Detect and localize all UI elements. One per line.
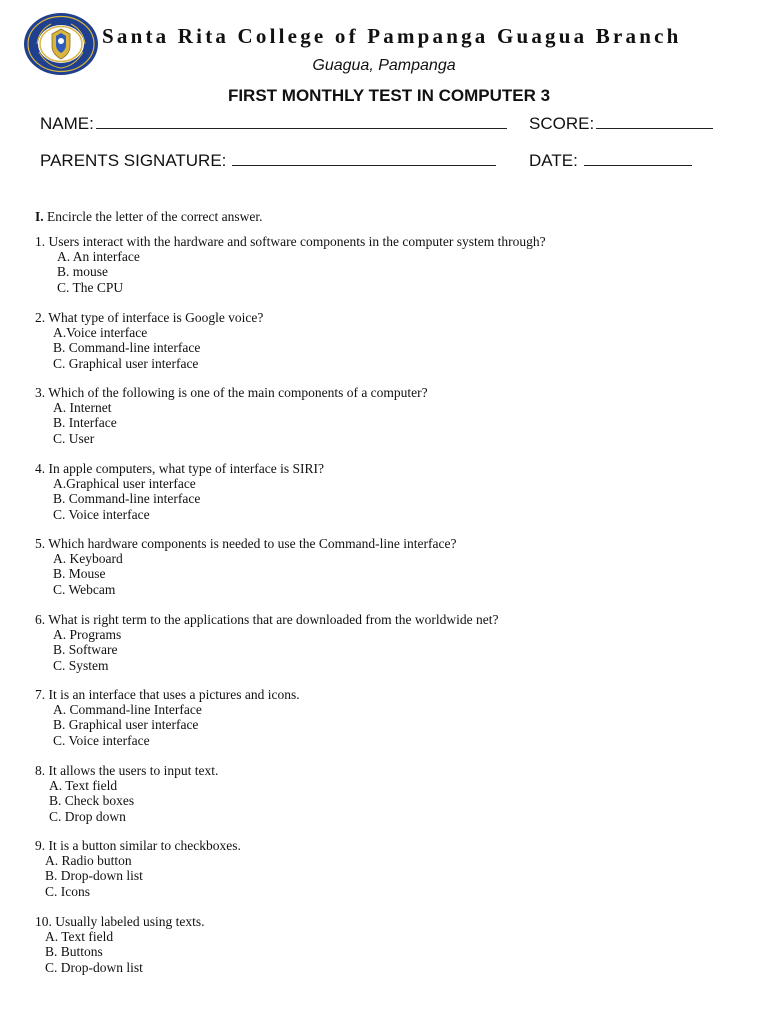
choice-b[interactable]: B. Check boxes xyxy=(49,793,135,809)
question-8 xyxy=(35,763,218,824)
choice-a[interactable]: A. An interface xyxy=(57,249,140,265)
question-9 xyxy=(35,838,241,899)
school-location: Guagua, Pampanga xyxy=(312,57,456,74)
question-text: 3. Which of the following is one of the main components of a computer? xyxy=(35,385,428,400)
question-7 xyxy=(35,687,300,748)
school-name: Santa Rita College of Pampanga Guagua Branch xyxy=(102,24,682,48)
choice-b[interactable]: B. Command-line interface xyxy=(53,491,201,507)
choice-b[interactable]: B. Interface xyxy=(53,415,117,431)
choice-b[interactable]: B. mouse xyxy=(57,264,109,280)
test-title: FIRST MONTHLY TEST IN COMPUTER 3 xyxy=(227,86,551,105)
choice-b[interactable]: B. Drop-down list xyxy=(45,868,143,884)
choice-b[interactable]: B. Buttons xyxy=(45,944,103,960)
section-number: I. xyxy=(35,209,44,224)
question-6 xyxy=(35,612,499,673)
choice-c[interactable]: C. User xyxy=(53,430,95,446)
score-field[interactable] xyxy=(529,114,713,134)
question-text: 1. Users interact with the hardware and software components in the computer system through? xyxy=(35,234,546,249)
choice-c[interactable]: C. Drop-down list xyxy=(45,959,143,975)
choice-b[interactable]: B. Command-line interface xyxy=(53,340,201,356)
question-5 xyxy=(35,536,456,597)
question-1 xyxy=(35,234,546,295)
question-4 xyxy=(35,461,324,522)
choice-b[interactable]: B. Graphical user interface xyxy=(53,717,199,733)
question-2 xyxy=(35,310,263,371)
question-10 xyxy=(35,914,204,975)
choice-a[interactable]: A. Radio button xyxy=(45,853,132,869)
name-label: NAME: xyxy=(40,114,94,133)
score-blank[interactable] xyxy=(596,114,713,129)
choice-a[interactable]: A. Command-line Interface xyxy=(53,702,202,718)
question-text: 8. It allows the users to input text. xyxy=(35,763,219,778)
choice-c[interactable]: C. Voice interface xyxy=(53,732,150,748)
name-blank[interactable] xyxy=(96,114,507,129)
question-text: 6. What is right term to the applications that are downloaded from the worldwide net? xyxy=(35,612,499,627)
date-label: DATE: xyxy=(529,151,578,170)
question-text: 7. It is an interface that uses a pictures and icons. xyxy=(35,687,300,702)
score-label: SCORE: xyxy=(529,114,595,133)
choice-b[interactable]: B. Software xyxy=(53,642,118,658)
choice-a[interactable]: A. Text field xyxy=(45,929,114,945)
choice-a[interactable]: A. Internet xyxy=(53,400,112,416)
date-field[interactable] xyxy=(529,151,692,171)
question-text: 2. What type of interface is Google voice? xyxy=(35,310,264,325)
choice-a[interactable]: A.Voice interface xyxy=(53,325,148,341)
choice-a[interactable]: A.Graphical user interface xyxy=(53,476,196,492)
choice-c[interactable]: C. Drop down xyxy=(49,808,126,824)
choice-c[interactable]: C. The CPU xyxy=(57,279,124,295)
signature-label: PARENTS SIGNATURE: xyxy=(40,151,227,170)
parents-signature-field[interactable] xyxy=(40,151,496,171)
question-text: 9. It is a button similar to checkboxes. xyxy=(35,838,241,853)
question-text: 4. In apple computers, what type of interface is SIRI? xyxy=(35,461,325,476)
choice-c[interactable]: C. Graphical user interface xyxy=(53,355,199,371)
question-text: 10. Usually labeled using texts. xyxy=(35,914,205,929)
date-blank[interactable] xyxy=(584,151,692,166)
choice-c[interactable]: C. Icons xyxy=(45,883,90,899)
instructions xyxy=(35,209,263,225)
choice-a[interactable]: A. Text field xyxy=(49,778,118,794)
choice-a[interactable]: A. Keyboard xyxy=(53,551,123,567)
signature-blank[interactable] xyxy=(232,151,496,166)
question-3 xyxy=(35,385,428,446)
choice-c[interactable]: C. System xyxy=(53,657,109,673)
choice-c[interactable]: C. Voice interface xyxy=(53,506,150,522)
question-text: 5. Which hardware components is needed to use the Command-line interface? xyxy=(35,536,457,551)
choice-a[interactable]: A. Programs xyxy=(53,627,122,643)
instructions-text: Encircle the letter of the correct answer. xyxy=(47,209,263,224)
choice-c[interactable]: C. Webcam xyxy=(53,581,116,597)
name-field[interactable] xyxy=(40,114,507,134)
choice-b[interactable]: B. Mouse xyxy=(53,566,106,582)
